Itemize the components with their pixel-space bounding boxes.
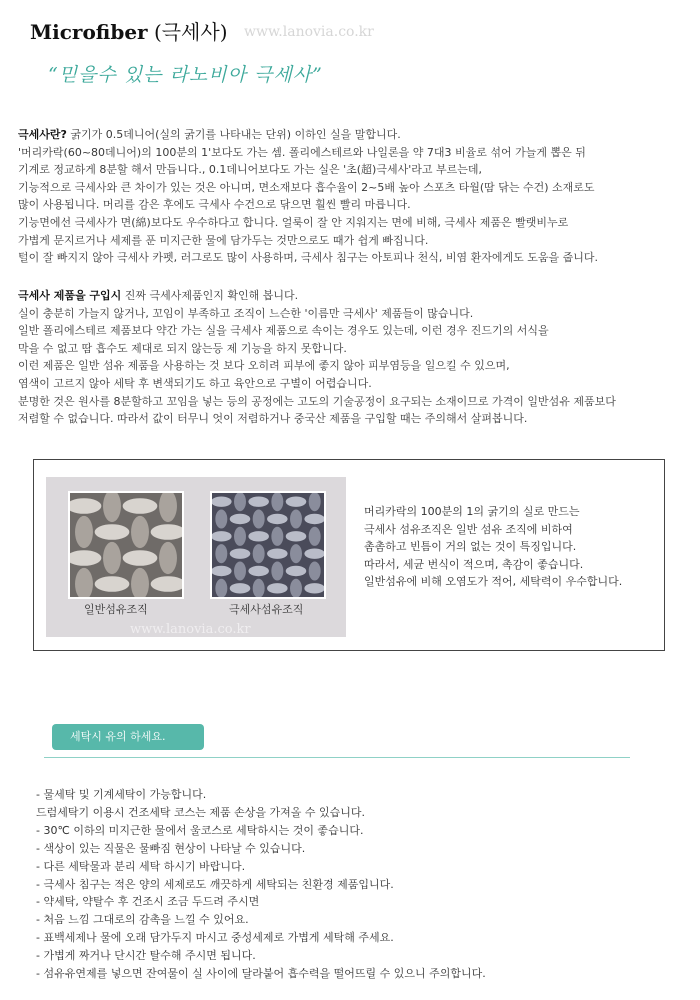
intro-paragraph <box>18 126 694 267</box>
weave-strand <box>123 550 158 566</box>
description-line: 일반섬유에 비해 오염도가 적어, 세탁력이 우수합니다. <box>364 575 623 588</box>
weave-strand <box>290 509 302 528</box>
text-line <box>18 144 694 162</box>
care-item: - 다른 세탁물과 분리 세탁 하시기 바랍니다. <box>36 859 246 873</box>
weave-strand <box>271 493 283 511</box>
weave-strand <box>95 576 130 592</box>
text-line <box>18 179 694 197</box>
weave-strand <box>267 548 288 558</box>
line-text: 기능적으로 극세사와 큰 차이가 있는 것은 아니며, 면소재보다 흡수율이 2~5배 높아 스포츠 타월(땀 닦는 수건) 소재로도 <box>18 180 595 194</box>
watermark: www.lanovia.co.kr <box>244 24 374 40</box>
weave-strand <box>212 566 232 576</box>
care-item: - 표백세제나 물에 오래 담가두지 마시고 중성세제로 가볍게 세탁해 주세요. <box>36 931 394 945</box>
text-line <box>18 393 694 411</box>
fabric-description <box>364 503 622 591</box>
weave-strand <box>215 544 227 563</box>
weave-strand <box>304 583 324 593</box>
text-line <box>18 287 694 305</box>
care-instructions-list <box>36 786 486 983</box>
microfiber-fabric-image <box>210 491 326 599</box>
weave-strand <box>212 531 232 541</box>
weave-strand <box>267 583 288 593</box>
image-watermark: www.lanovia.co.kr <box>130 622 251 637</box>
line-text: 저렴할 수 없습니다. 따라서 값이 터무니 엇이 저렴하거나 중국산 제품을 구입할 때는 주의해서 살펴봅니다. <box>18 412 528 426</box>
weave-strand <box>267 514 288 524</box>
weave-strand <box>215 509 227 528</box>
lead-term: 극세사 제품을 구입시 <box>18 289 122 302</box>
line-text: 막을 수 없고 땀 흡수도 제대로 되지 않는등 제 기능을 하지 못합니다. <box>18 341 347 355</box>
text-line <box>18 196 694 214</box>
weave-strand <box>290 544 302 563</box>
weave-strand <box>309 561 321 580</box>
description-line: 극세사 섬유조직은 일반 섬유 조직에 비하여 <box>364 522 573 536</box>
care-heading: 세탁시 유의 하세요. <box>52 724 204 750</box>
weave-strand <box>234 561 246 580</box>
weave-strand <box>230 583 251 593</box>
line-text: '머리카락(60~80데니어)의 100분의 1'보다도 가는 셈. 폴리에스테르와 나일론을 약 7대3 비율로 섞어 가늘게 뽑은 뒤 <box>18 145 586 159</box>
weave-strand <box>309 527 321 546</box>
slogan: “믿을수 있는 라노비아 극세사” <box>48 64 323 86</box>
weave-strand <box>123 498 158 514</box>
title-english: Microfiber <box>30 20 148 44</box>
weave-strand <box>286 566 307 576</box>
microfiber-fabric-caption: 극세사섬유조직 <box>229 603 304 616</box>
care-item: - 물세탁 및 기계세탁이 가능합니다. <box>36 788 207 801</box>
normal-fabric-image <box>68 491 184 599</box>
care-item: - 색상이 있는 직물은 물빠짐 현상이 나타날 수 있습니다. <box>36 841 306 855</box>
weave-strand <box>286 496 307 506</box>
text-line <box>18 249 694 267</box>
weave-strand <box>131 516 149 548</box>
weave-strand <box>234 527 246 546</box>
weave-strand <box>248 531 269 541</box>
weave-strand <box>248 496 269 506</box>
line-text: 분명한 것은 원사를 8분할하고 꼬임을 넣는 등의 공정에는 고도의 기술공정이 요구되는 소재이므로 가격이 일반섬유 제품보다 <box>18 394 616 408</box>
weave-strand <box>234 493 246 511</box>
weave-strand <box>309 493 321 511</box>
line-text: 염색이 고르지 않아 세탁 후 변색되기도 하고 육안으로 구별이 어렵습니다. <box>18 376 372 390</box>
care-item: - 처음 느낌 그대로의 감촉을 느낄 수 있어요. <box>36 913 249 927</box>
care-item: - 극세사 침구는 적은 양의 세제로도 깨끗하게 세탁되는 친환경 제품입니다. <box>36 877 394 891</box>
line-text: 실이 충분히 가늘지 않거나, 꼬임이 부족하고 조직이 느슨한 '이름만 극세사' 제품들이 많습니다. <box>18 306 474 320</box>
normal-fabric-caption: 일반섬유조직 <box>84 603 148 616</box>
title-korean: (극세사) <box>153 20 228 44</box>
weave-strand <box>304 548 324 558</box>
care-item: - 섬유유연제를 넣으면 잔여물이 실 사이에 달라붙어 흡수력을 떨어뜨릴 수 있으니 주의합니다. <box>36 967 486 981</box>
text-line <box>18 305 694 323</box>
care-item: - 가볍게 짜거나 단시간 탈수해 주시면 됩니다. <box>36 949 256 963</box>
weave-strand <box>103 542 121 574</box>
text-line <box>18 214 694 232</box>
weave-strand <box>253 579 265 597</box>
weave-strand <box>271 527 283 546</box>
weave-strand <box>159 542 177 574</box>
text-line <box>18 357 694 375</box>
weave-strand <box>230 548 251 558</box>
text-line <box>18 340 694 358</box>
line-text: 이런 제품은 일반 섬유 제품을 사용하는 것 보다 오히려 피부에 좋지 않아 피부염등을 일으킬 수 있으며, <box>18 359 510 373</box>
care-item: - 약세탁, 약탈수 후 건조시 조금 두드려 주시면 <box>36 895 260 909</box>
weave-strand <box>253 544 265 563</box>
weave-strand <box>212 496 232 506</box>
description-line: 따라서, 세균 번식이 적으며, 촉감이 좋습니다. <box>364 557 584 571</box>
purchase-paragraph <box>18 287 694 428</box>
line-text: 일반 폴리에스테르 제품보다 약간 가는 실을 극세사 제품으로 속이는 경우도 있는데, 이런 경우 진드기의 서식을 <box>18 324 549 338</box>
weave-strand <box>304 514 324 524</box>
weave-strand <box>248 566 269 576</box>
text-line <box>18 410 694 428</box>
lead-term: 극세사란? <box>18 128 67 141</box>
line-text: 굵기가 0.5데니어(실의 굵기를 나타내는 단위) 이하인 실을 말합니다. <box>66 128 401 141</box>
divider <box>44 757 630 758</box>
weave-strand <box>215 579 227 597</box>
text-line <box>18 322 694 340</box>
weave-strand <box>95 524 130 540</box>
weave-strand <box>75 516 93 548</box>
text-line <box>18 375 694 393</box>
text-line <box>18 161 694 179</box>
fabric-comparison-box <box>33 459 665 651</box>
line-text: 가볍게 문지르거나 세제를 푼 미지근한 물에 담가두는 것만으로도 때가 쉽게 빠집니다. <box>18 233 429 247</box>
description-line: 촘촘하고 빈틈이 거의 없는 것이 특징입니다. <box>364 540 577 553</box>
line-text: 기계로 정교하게 8분할 해서 만듭니다., 0.1데니어보다도 가는 실은 '초(超)극세사'라고 부르는데, <box>18 163 482 177</box>
text-line <box>18 232 694 250</box>
text-line <box>18 126 694 144</box>
weave-strand <box>271 561 283 580</box>
line-text: 털이 잘 빠지지 않아 극세사 카펫, 러그로도 많이 사용하며, 극세사 침구는 아토피나 천식, 비염 환자에게도 도움을 줍니다. <box>18 251 598 265</box>
line-text: 기능면에선 극세사가 면(綿)보다도 우수하다고 합니다. 얼룩이 잘 안 지워지는 면에 비해, 극세사 제품은 빨랫비누로 <box>18 215 569 229</box>
weave-strand <box>290 579 302 597</box>
care-item: 드럼세탁기 이용시 건조세탁 코스는 제품 손상을 가져올 수 있습니다. <box>36 805 365 819</box>
care-item: - 30℃ 이하의 미지근한 물에서 울코스로 세탁하시는 것이 좋습니다. <box>36 823 364 837</box>
fabric-image-panel <box>46 477 346 637</box>
description-line: 머리카락의 100분의 1의 굵기의 실로 만드는 <box>364 505 580 518</box>
line-text: 많이 사용됩니다. 머리를 감은 후에도 극세사 수건으로 닦으면 훨씬 빨리 마릅니다. <box>18 198 411 212</box>
weave-strand <box>230 514 251 524</box>
line-text: 진짜 극세사제품인지 확인해 봅니다. <box>121 289 299 302</box>
page-title <box>30 16 228 45</box>
weave-strand <box>253 509 265 528</box>
weave-strand <box>286 531 307 541</box>
